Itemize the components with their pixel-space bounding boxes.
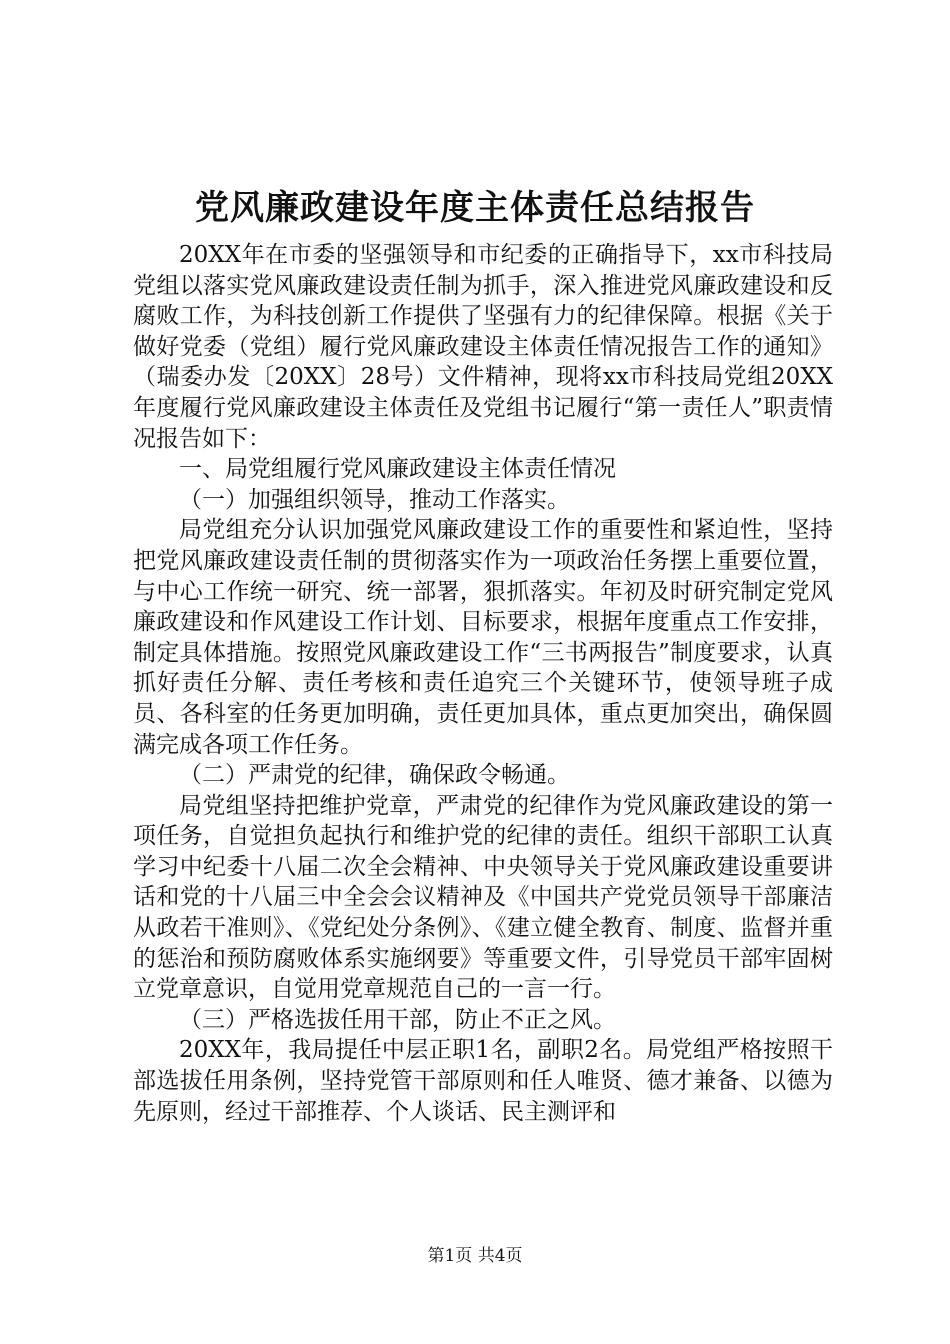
subsection-heading-3: （三）严格选拔任用干部，防止不正之风。 — [179, 1006, 616, 1033]
subsection-heading-1: （一）加强组织领导，推动工作落实。 — [179, 486, 570, 513]
body-paragraph-1: 局党组充分认识加强党风廉政建设工作的重要性和紧迫性，坚持把党风廉政建设责任制的贯彻落实作为一项政治任务摆上重要位置，与中心工作统一研究、统一部署，狠抓落实。年初及时研究制定党风廉政建设和作风建设工作计划、目标要求，根据年度重点工作安排，制定具体措施。按照党风廉政建设工作“三书两报告”制度要求，认真抓好责任分解、责任考核和责任追究三个关键环节，使领导班子成员、各科室的任务更加明确，责任更加具体，重点更加突出，确保圆满完成各项工作任务。 — [133, 517, 833, 758]
page-number-footer: 第1页 共4页 — [427, 1246, 523, 1266]
intro-paragraph: 20XX年在市委的坚强领导和市纪委的正确指导下，xx市科技局党组以落实党风廉政建设责任制为抓手，深入推进党风廉政建设和反腐败工作，为科技创新工作提供了坚强有力的纪律保障。根据《关于做好党委（党组）履行党风廉政建设主体责任情况报告工作的通知》（瑞委办发〔20XX〕28号）文件精神，现将xx市科技局党组20XX年度履行党风廉政建设主体责任及党组书记履行“第一责任人”职责情况报告如下： — [133, 242, 833, 452]
document-body — [133, 240, 833, 1127]
body-paragraph-3: 20XX年，我局提任中层正职1名，副职2名。局党组严格按照干部选拔任用条例，坚持党管干部原则和任人唯贤、德才兼备、以德为先原则，经过干部推荐、个人谈话、民主测评和 — [133, 1037, 833, 1125]
subsection-heading-2: （二）严肃党的纪律，确保政令畅通。 — [179, 762, 570, 789]
section-heading-1: 一、局党组履行党风廉政建设主体责任情况 — [179, 456, 616, 483]
body-paragraph-2: 局党组坚持把维护党章，严肃党的纪律作为党风廉政建设的第一项任务，自觉担负起执行和维护党的纪律的责任。组织干部职工认真学习中纪委十八届二次全会精神、中央领导关于党风廉政建设重要讲话和党的十八届三中全会会议精神及《中国共产党党员领导干部廉洁从政若干准则》、《党纪处分条例》、《建立健全教育、制度、监督并重的惩治和预防腐败体系实施纲要》等重要文件，引导党员干部牢固树立党章意识，自觉用党章规范自己的一言一行。 — [133, 792, 833, 1003]
document-title: 党风廉政建设年度主体责任总结报告 — [195, 188, 755, 228]
